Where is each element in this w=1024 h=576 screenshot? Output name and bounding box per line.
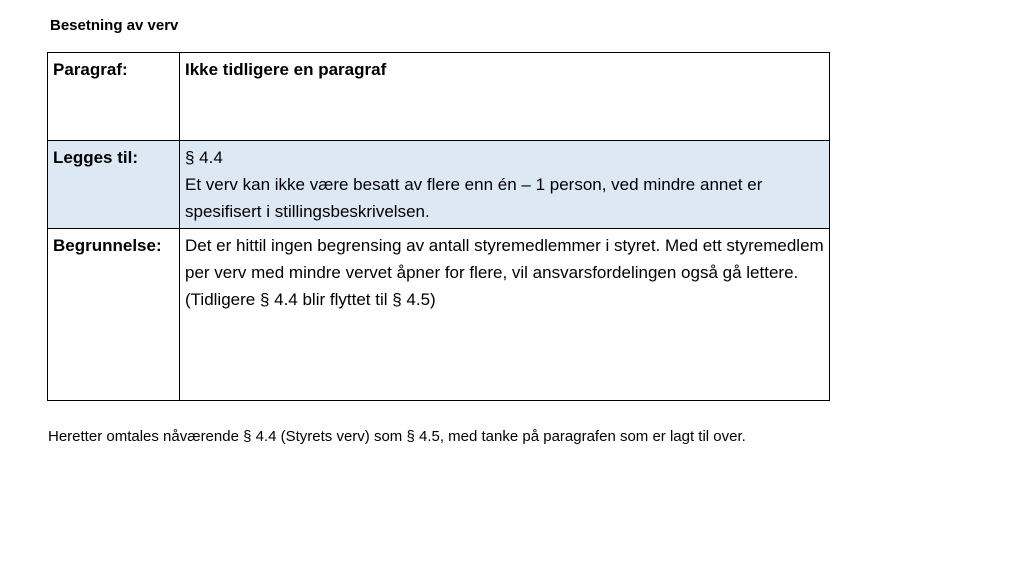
proposal-table (47, 52, 830, 401)
row-label: Legges til: (53, 148, 139, 167)
row-content-cell (180, 229, 830, 401)
row-content: Det er hittil ingen begrensing av antall styremedlemmer i styret. Med ett styremedlem per verv med mindre vervet åpner for flere, vil ansvarsfordelingen også gå lettere. (Tidligere § 4.4 blir flyttet til § 4.5) (185, 236, 824, 309)
row-content: Ikke tidligere en paragraf (185, 60, 387, 79)
document-heading: Besetning av verv (50, 17, 179, 34)
section-number: § 4.4 (185, 148, 223, 167)
row-content: Et verv kan ikke være besatt av flere enn én – 1 person, ved mindre annet er spesifisert i stillingsbeskrivelsen. (185, 175, 763, 221)
row-label-cell (48, 53, 180, 141)
row-content-cell (180, 141, 830, 229)
row-label-cell (48, 229, 180, 401)
row-label: Paragraf: (53, 60, 128, 79)
table-row-begrunnelse (48, 229, 830, 401)
table-row-legges-til (48, 141, 830, 229)
row-label: Begrunnelse: (53, 236, 162, 255)
row-label-cell (48, 141, 180, 229)
footer-note: Heretter omtales nåværende § 4.4 (Styrets verv) som § 4.5, med tanke på paragrafen som er lagt til over. (48, 428, 746, 445)
table-row-paragraf (48, 53, 830, 141)
row-content-cell (180, 53, 830, 141)
